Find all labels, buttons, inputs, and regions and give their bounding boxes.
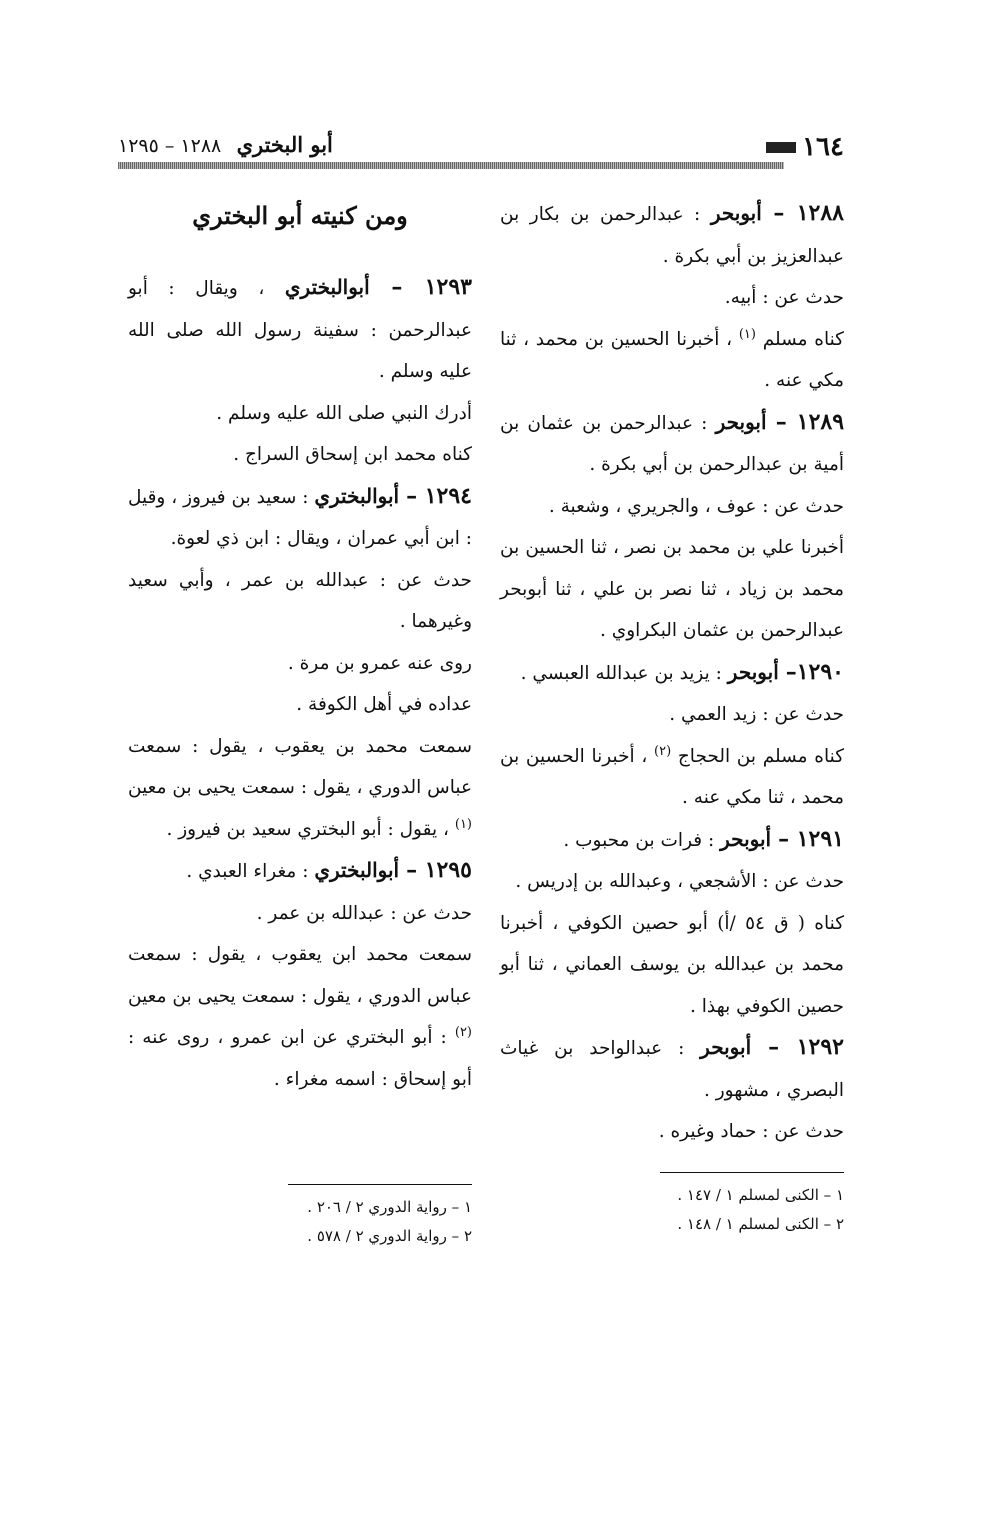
entry-number: ١٢٩٥ – xyxy=(406,857,472,883)
entry-1292 xyxy=(500,1027,844,1111)
entry-text: : يزيد بن عبدالله العبسي . xyxy=(520,662,728,684)
paragraph-text: ، يقول : أبو البختري سعيد بن فيروز . xyxy=(166,818,455,840)
page-number xyxy=(766,132,844,162)
paragraph xyxy=(500,486,844,528)
entry-number: ١٢٩١ – xyxy=(778,825,844,852)
footnote-ref: (١) xyxy=(454,816,472,832)
paragraph xyxy=(500,319,844,402)
paragraph-text: كناه ( ق ٥٤ /أ) أبو حصين الكوفي ، أخبرنا محمد بن عبدالله بن يوسف العماني ، ثنا أبو حصين الكوفي بهذا . xyxy=(500,912,844,1017)
paragraph-text: حدث عن : عبدالله بن عمر . xyxy=(256,902,472,924)
entry-kunya: أبوالبختري xyxy=(284,275,392,299)
paragraph-text: أدرك النبي صلى الله عليه وسلم . xyxy=(216,402,472,424)
paragraph-text: حدث عن : أبيه. xyxy=(724,287,844,308)
paragraph-text: أخبرنا علي بن محمد بن نصر ، ثنا الحسين بن محمد بن زياد ، ثنا نصر بن علي ، ثنا أبوبحر عبدالرحمن بن عثمان البكراوي . xyxy=(500,537,844,641)
paragraph-text: سمعت محمد ابن يعقوب ، يقول : سمعت عباس الدوري ، يقول : سمعت يحيى بن معين xyxy=(128,944,472,1007)
paragraph-text: كناه محمد ابن إسحاق السراج . xyxy=(233,444,472,465)
entry-kunya: أبوبحر xyxy=(715,409,776,434)
entry-number: ١٢٩٣ – xyxy=(391,274,472,300)
footnote: ٢ – رواية الدوري ٢ / ٥٧٨ . xyxy=(307,1227,472,1245)
footnote-rule xyxy=(288,1184,472,1185)
entry-1293 xyxy=(128,267,472,393)
paragraph xyxy=(500,527,844,652)
header-rule xyxy=(118,162,784,169)
paragraph xyxy=(500,277,844,319)
entry-1289 xyxy=(500,402,844,486)
entry-number: ١٢٩٠– xyxy=(785,658,844,685)
paragraph xyxy=(500,903,844,1028)
paragraph xyxy=(500,1111,844,1153)
paragraph-text: حدث عن : عبدالله بن عمر ، وأبي سعيد وغيرهما . xyxy=(128,569,472,632)
entry-number: ١٢٨٩ – xyxy=(775,408,845,435)
entry-kunya: أبوبحر xyxy=(700,1035,769,1059)
entry-number: ١٢٩٤ – xyxy=(406,482,472,509)
page-number-text: ١٦٤ xyxy=(802,132,844,162)
paragraph-text: عداده في أهل الكوفة . xyxy=(296,694,472,715)
paragraph xyxy=(128,934,472,1100)
paragraph-text: حدث عن : الأشجعي ، وعبدالله بن إدريس . xyxy=(515,871,844,892)
paragraph xyxy=(128,893,472,935)
left-column xyxy=(128,193,472,1100)
entry-text: : عبدالواحد بن غياث البصري ، مشهور . xyxy=(500,1038,844,1101)
entry-kunya: أبوبحر xyxy=(720,826,779,851)
paragraph-text: حدث عن : عوف ، والجريري ، وشعبة . xyxy=(548,495,844,517)
header-ornament-bar xyxy=(766,142,796,153)
entry-text: ، ويقال : أبو عبدالرحمن : سفينة رسول الله صلى الله عليه وسلم . xyxy=(128,278,472,382)
footnote: ١ – الكنى لمسلم ١ / ١٤٧ . xyxy=(677,1186,844,1204)
paragraph-text: ، أخبرنا الحسين بن محمد ، ثنا مكي عنه . xyxy=(500,328,844,391)
paragraph-text: حدث عن : حماد وغيره . xyxy=(658,1121,844,1142)
running-title xyxy=(118,132,333,157)
paragraph-text: روى عنه عمرو بن مرة . xyxy=(287,652,472,674)
entry-range: ١٢٨٨ – ١٢٩٥ xyxy=(118,135,222,157)
paragraph xyxy=(500,694,844,736)
paragraph xyxy=(128,684,472,726)
footnote-ref: (٢) xyxy=(454,1024,472,1040)
entry-text: : عبدالرحمن بن بكار بن عبدالعزيز بن أبي بكرة . xyxy=(500,204,844,267)
right-column xyxy=(500,193,844,1153)
paragraph xyxy=(128,726,472,851)
paragraph-text: كناه مسلم بن الحجاج xyxy=(671,745,844,767)
entry-1291 xyxy=(500,819,844,862)
paragraph xyxy=(500,736,844,819)
entry-text: : عبدالرحمن بن عثمان بن أمية بن عبدالرحمن بن أبي بكرة . xyxy=(500,412,844,475)
entry-1294 xyxy=(128,476,472,560)
entry-text: : فرات بن محبوب . xyxy=(563,829,721,851)
entry-number: ١٢٩٢ – xyxy=(768,1034,844,1060)
entry-kunya: أبوبحر xyxy=(710,201,774,225)
footnotes-left xyxy=(128,1184,472,1251)
section-title: ومن كنيته أبو البختري xyxy=(192,201,408,230)
entry-1295 xyxy=(128,850,472,893)
paragraph-text: كناه مسلم xyxy=(755,328,844,350)
entry-text: : مغراء العبدي . xyxy=(186,861,315,882)
footnote-ref: (١) xyxy=(738,326,756,342)
running-title-text: أبو البختري xyxy=(236,132,333,157)
footnote-rule xyxy=(660,1172,844,1173)
entry-1288 xyxy=(500,193,844,277)
entry-number: ١٢٨٨ – xyxy=(773,200,844,226)
paragraph-text: حدث عن : زيد العمي . xyxy=(669,704,844,725)
footnote: ٢ – الكنى لمسلم ١ / ١٤٨ . xyxy=(677,1215,844,1233)
entry-kunya: أبوالبختري xyxy=(314,858,407,882)
paragraph xyxy=(128,560,472,643)
entry-text: : سعيد بن فيروز ، وقيل : ابن أبي عمران ، ويقال : ابن ذي لعوة. xyxy=(128,486,472,549)
footnote-ref: (٢) xyxy=(654,743,672,759)
entry-kunya: أبوبحر xyxy=(727,659,786,684)
paragraph-text: : أبو البختري عن ابن عمرو ، روى عنه : أبو إسحاق : اسمه مغراء . xyxy=(128,1027,472,1090)
paragraph xyxy=(128,393,472,435)
paragraph-text: سمعت محمد بن يعقوب ، يقول : سمعت عباس الدوري ، يقول : سمعت يحيى بن معين xyxy=(128,735,472,798)
paragraph xyxy=(128,643,472,685)
paragraph xyxy=(500,861,844,903)
footnotes-right xyxy=(500,1172,844,1239)
paragraph-text: ، أخبرنا الحسين بن محمد ، ثنا مكي عنه . xyxy=(500,745,844,808)
paragraph xyxy=(128,434,472,476)
footnote: ١ – رواية الدوري ٢ / ٢٠٦ . xyxy=(307,1198,472,1216)
page-header xyxy=(118,128,844,172)
entry-1290 xyxy=(500,652,844,695)
entry-kunya: أبوالبختري xyxy=(314,483,407,508)
